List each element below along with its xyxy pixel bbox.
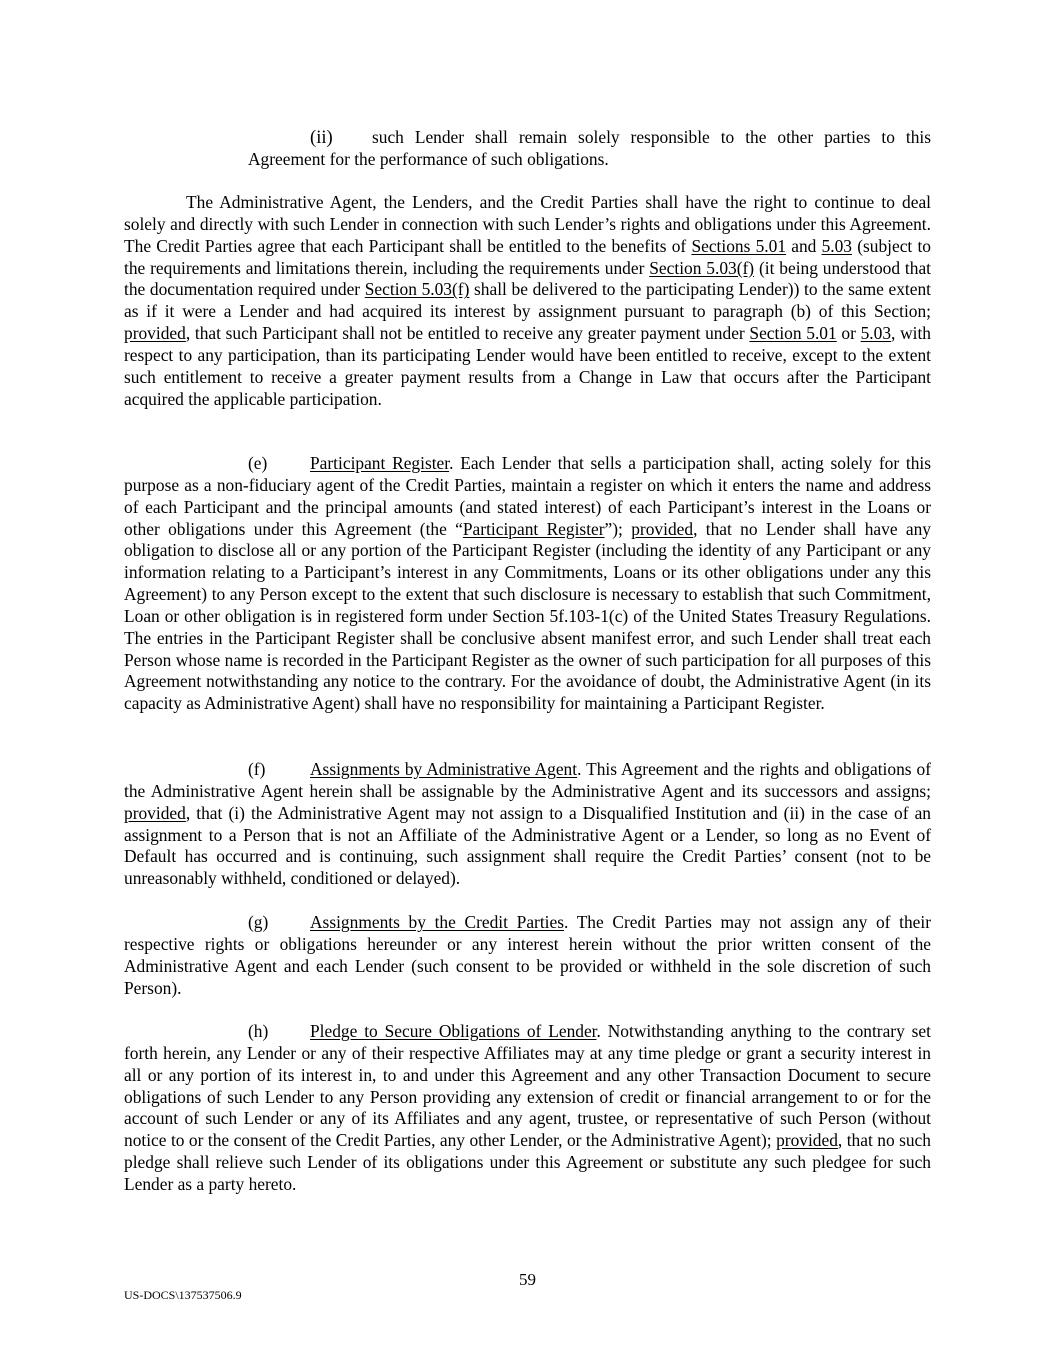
section-marker: (h) <box>248 1021 269 1041</box>
text-run: , with respect to any participation, than its participating Lender would have been entitled to receive, except to the extent such entitlement to receive a greater payment results from a Change in Law that occurs after the Participant acquired the applicable participation. <box>124 323 931 409</box>
section-g-assignments-by-credit-parties <box>124 912 931 999</box>
proviso-term: provided <box>124 323 186 344</box>
section-f-assignments-by-agent <box>124 759 931 890</box>
text-run: , that no Lender shall have any obligation to disclose all or any portion of the Participant Register (including the identity of any Participant or any information relating to a Participant’s interest in any Commitments, Loans or its other obligations under any this Agreement) to any Person except to the extent that such disclosure is necessary to establish that such Commitment, Loan or other obligation is in registered form under Section 5f.103-1(c) of the United States Treasury Regulations. The entries in the Participant Register shall be conclusive absent manifest error, and such Lender shall treat each Person whose name is recorded in the Participant Register as the owner of such participation for all purposes of this Agreement notwithstanding any notice to the contrary. For the avoidance of doubt, the Administrative Agent (in its capacity as Administrative Agent) shall have no responsibility for maintaining a Participant Register. <box>124 518 931 714</box>
text-run: , that (i) the Administrative Agent may not assign to a Disqualified Institution and (ii) in the case of an assignment to a Person that is not an Affiliate of the Administrative Agent or a Lender, so long as no Event of Default has occurred and is continuing, such assignment shall require the Credit Parties’ consent (not to be unreasonably withheld, conditioned or delayed). <box>124 802 931 889</box>
text-run: (subject to the requirements and limitations therein, including the requirements under <box>124 235 931 278</box>
text-run: . This Agreement and the rights and obligations of the Administrative Agent herein shall be assignable by the Administrative Agent and its successors and assigns; <box>124 759 931 801</box>
text-run: . Notwithstanding anything to the contrary set forth herein, any Lender or any of their respective Affiliates may at any time pledge or grant a security interest in all or any portion of its interest in, to and under this Agreement and any other Transaction Document to secure obligations of such Lender to any Person providing any extension of credit or financial arrangement to or for the account of such Lender or any of its Affiliates and any agent, trustee, or representative of such Person (without notice to or the consent of the Credit Parties, any other Lender, or the Administrative Agent); <box>124 1021 931 1151</box>
page-number: 59 <box>519 1270 536 1289</box>
text-run: or <box>836 323 861 344</box>
clause-marker: (ii) <box>310 127 333 148</box>
proviso-term: provided <box>776 1130 838 1151</box>
clause-text: such Lender shall remain solely responsible to the other parties to this Agreement for the performance of such obligations. <box>248 127 931 169</box>
cross-reference: Sections 5.01 <box>691 235 787 256</box>
section-heading: Pledge to Secure Obligations of Lender <box>310 1021 597 1041</box>
cross-reference: Section 5.03(f) <box>364 279 470 300</box>
proviso-term: provided <box>124 802 186 823</box>
text-run: ”); <box>604 518 632 539</box>
section-marker: (f) <box>248 759 266 779</box>
text-run: . The Credit Parties may not assign any of their respective rights or obligations hereunder or any interest herein without the prior written consent of the Administrative Agent and each Lender (such consent to be provided or withheld in the sole discretion of such Person). <box>124 912 931 998</box>
document-id: US-DOCS\137537506.9 <box>124 1288 242 1302</box>
section-marker: (g) <box>248 912 269 932</box>
text-run: , that such Participant shall not be entitled to receive any greater payment under <box>185 323 750 344</box>
text-run: and <box>786 235 822 256</box>
section-heading: Assignments by the Credit Parties <box>310 912 564 932</box>
cross-reference: Section 5.03(f) <box>649 257 755 278</box>
section-h-pledge <box>124 1021 931 1196</box>
clause-ii <box>248 127 931 171</box>
section-marker: (e) <box>248 453 268 473</box>
text-run: (it being understood that the documentation required under <box>124 257 931 300</box>
paragraph-participant-rights <box>124 192 931 410</box>
cross-reference: 5.03 <box>821 235 852 256</box>
section-e-participant-register <box>124 453 931 715</box>
cross-reference: 5.03 <box>860 323 892 344</box>
section-heading: Participant Register <box>310 453 450 473</box>
text-run: The Administrative Agent, the Lenders, and the Credit Parties shall have the right to continue to deal solely and directly with such Lender in connection with such Lender’s rights and obligations under this Agreement. The Credit Parties agree that each Participant shall be entitled to the benefits of <box>124 192 931 256</box>
proviso-term: provided <box>631 518 694 539</box>
text-run: . Each Lender that sells a participation shall, acting solely for this purpose as a non-fiduciary agent of the Credit Parties, maintain a register on which it enters the name and address of each Participant and the principal amounts (and stated interest) of each Participant’s interest in the Loans or other obligations under this Agreement (the “ <box>124 453 931 539</box>
section-heading: Assignments by Administrative Agent <box>310 759 578 779</box>
text-run: , that no such pledge shall relieve such Lender of its obligations under this Agreement or substitute any such pledgee for such Lender as a party hereto. <box>124 1130 931 1194</box>
defined-term: Participant Register <box>462 518 605 539</box>
cross-reference: Section 5.01 <box>749 323 837 344</box>
text-run: shall be delivered to the participating Lender)) to the same extent as if it were a Lender and had acquired its interest by assignment pursuant to paragraph (b) of this Section; <box>124 279 931 322</box>
